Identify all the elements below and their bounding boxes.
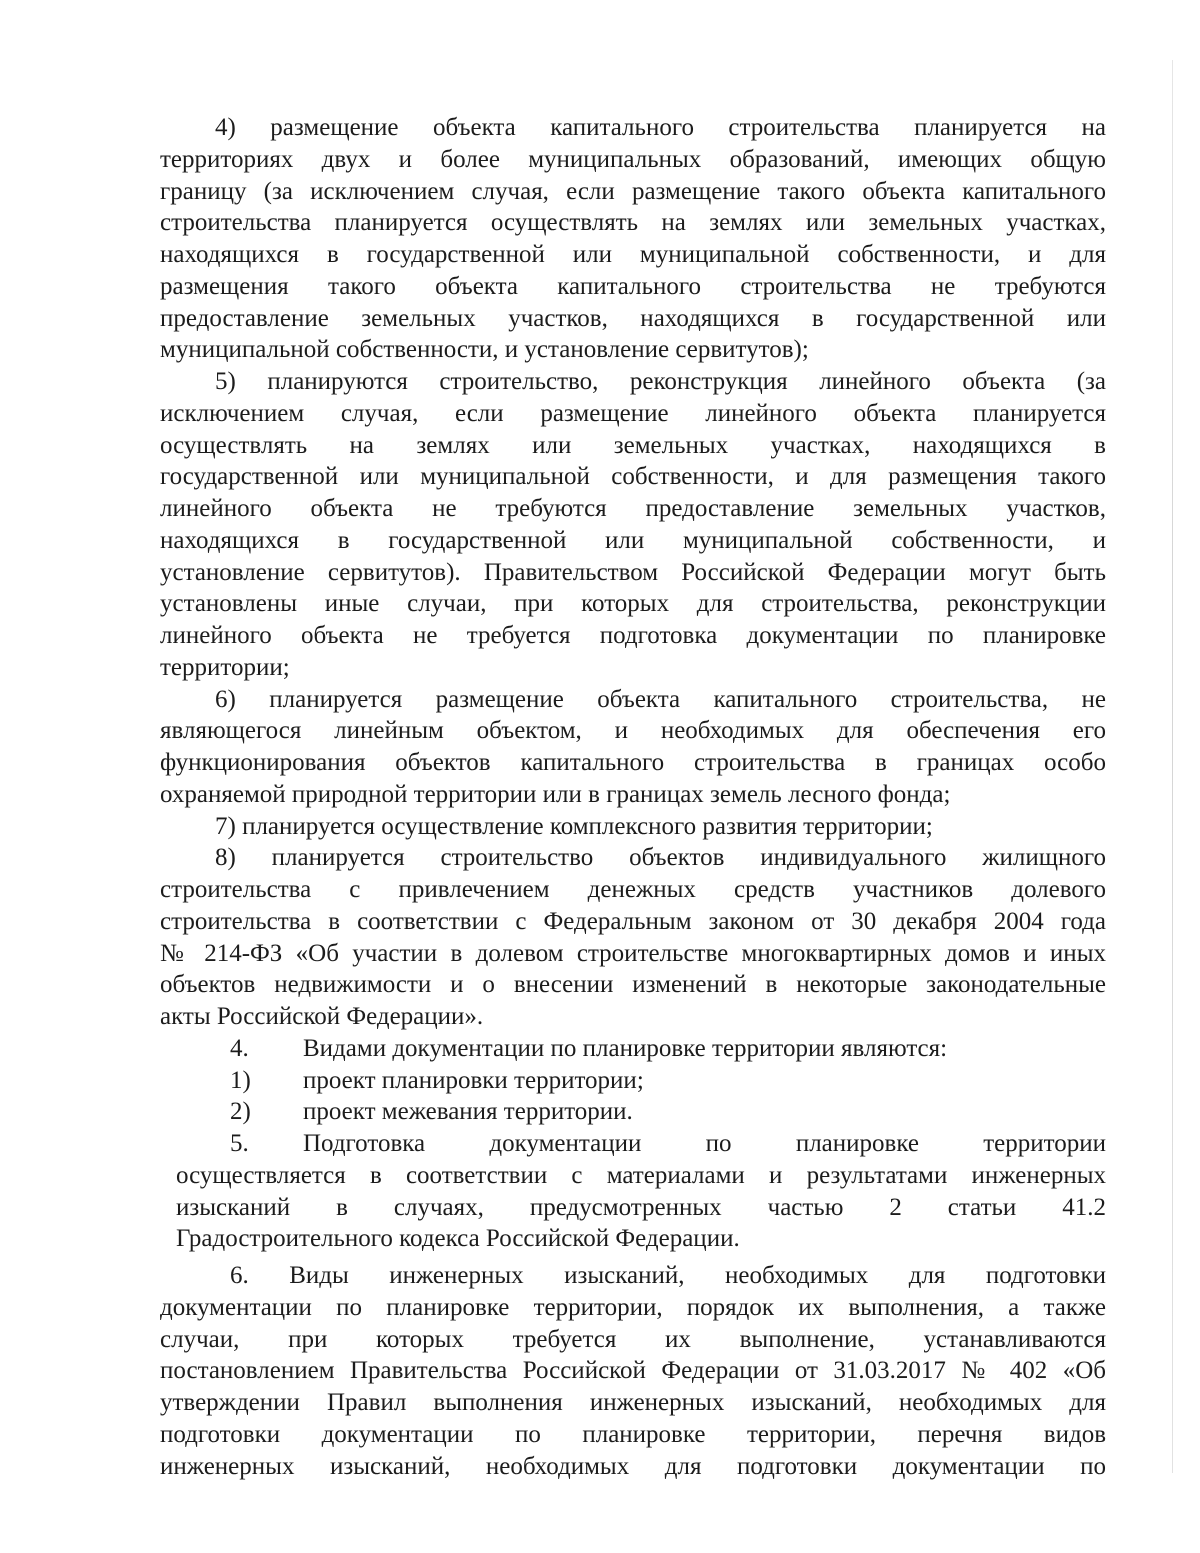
item-text: Подготовка документации по планировке территории [303,1130,1106,1157]
paragraph-line: линейного объекта не требуются предоставление земельных участков, [160,495,1106,522]
paragraph-line: границу (за исключением случая, если размещение такого объекта капитального [160,177,1106,205]
paragraph-line: являющегося линейным объектом, и необходимых для обеспечения его [160,717,1106,745]
paragraph-line: функционирования объектов капитального строительства в границах особо [160,749,1106,776]
scan-edge-line [1172,60,1173,1473]
paragraph-line: изысканий в случаях, предусмотренных частью 2 статьи 41.2 [176,1193,1106,1221]
paragraph-line: находящихся в государственной или муниципальной собственности, и [160,526,1106,554]
paragraph-line: 8) планируется строительство объектов индивидуального жилищного [215,844,1106,872]
paragraph-line: находящихся в государственной или муниципальной собственности, и для [160,241,1106,268]
item-number: 2) [230,1098,251,1126]
item-number: 1) [230,1066,251,1094]
paragraph-line: установление сервитутов). Правительством Российской Федерации могут быть [160,558,1106,586]
paragraph-line: строительства планируется осуществлять на землях или земельных участках, [160,209,1106,237]
paragraph-line: акты Российской Федерации». [160,1003,484,1030]
item-number: 5. [230,1130,249,1157]
paragraph-line: строительства в соответствии с Федеральным законом от 30 декабря 2004 года [160,907,1106,935]
paragraph-line: 6. Виды инженерных изысканий, необходимых для подготовки [230,1262,1106,1289]
numbered-item [160,1065,1106,1097]
item-text: проект планировки территории; [303,1066,644,1094]
item-number: 4. [230,1034,249,1062]
document-body [160,112,1106,1482]
paragraph-line: случаи, при которых требуется их выполнение, устанавливаются [160,1325,1106,1353]
paragraph-line: осуществляется в соответствии с материалами и результатами инженерных [176,1161,1106,1189]
paragraph-line: утверждении Правил выполнения инженерных изысканий, необходимых для [160,1389,1106,1416]
paragraph-line: 7) планируется осуществление комплексного развития территории; [215,812,933,840]
item-text: проект межевания территории. [303,1098,633,1126]
paragraph-line: документации по планировке территории, порядок их выполнения, а также [160,1293,1106,1321]
paragraph-line: размещения такого объекта капитального строительства не требуются [160,272,1106,300]
paragraph-line: 5) планируются строительство, реконструкция линейного объекта (за [215,368,1106,395]
paragraph-line: подготовки документации по планировке территории, перечня видов [160,1420,1106,1448]
paragraph-line: государственной или муниципальной собственности, и для размещения такого [160,463,1106,491]
paragraph-line: территориях двух и более муниципальных образований, имеющих общую [160,145,1106,173]
paragraph-line: № 214-ФЗ «Об участии в долевом строительстве многоквартирных домов и иных [160,939,1106,967]
paragraph-line: исключением случая, если размещение линейного объекта планируется [160,399,1106,427]
paragraph-line: территории; [160,653,290,681]
paragraph-line: 6) планируется размещение объекта капитального строительства, не [215,685,1106,713]
paragraph-line: линейного объекта не требуется подготовка документации по планировке [160,622,1106,649]
paragraph-line: объектов недвижимости и о внесении изменений в некоторые законодательные [160,971,1106,999]
numbered-item [160,1128,1106,1160]
paragraph-line: строительства с привлечением денежных средств участников долевого [160,876,1106,903]
paragraph-line: осуществлять на землях или земельных участках, находящихся в [160,431,1106,459]
numbered-item [160,1096,1106,1128]
paragraph-line: установлены иные случаи, при которых для строительства, реконструкции [160,590,1106,618]
paragraph-line: инженерных изысканий, необходимых для подготовки документации по [160,1452,1106,1480]
paragraph-line: охраняемой природной территории или в границах земель лесного фонда; [160,780,951,808]
paragraph-line: предоставление земельных участков, находящихся в государственной или [160,304,1106,332]
paragraph-line: постановлением Правительства Российской Федерации от 31.03.2017 № 402 «Об [160,1357,1106,1385]
item-text: Видами документации по планировке территории являются: [303,1034,948,1062]
paragraph-line: муниципальной собственности, и установление сервитутов); [160,336,809,364]
numbered-item [160,1033,1106,1065]
paragraph-line: 4) размещение объекта капитального строительства планируется на [215,114,1106,141]
paragraph-line: Градостроительного кодекса Российской Федерации. [176,1225,740,1253]
